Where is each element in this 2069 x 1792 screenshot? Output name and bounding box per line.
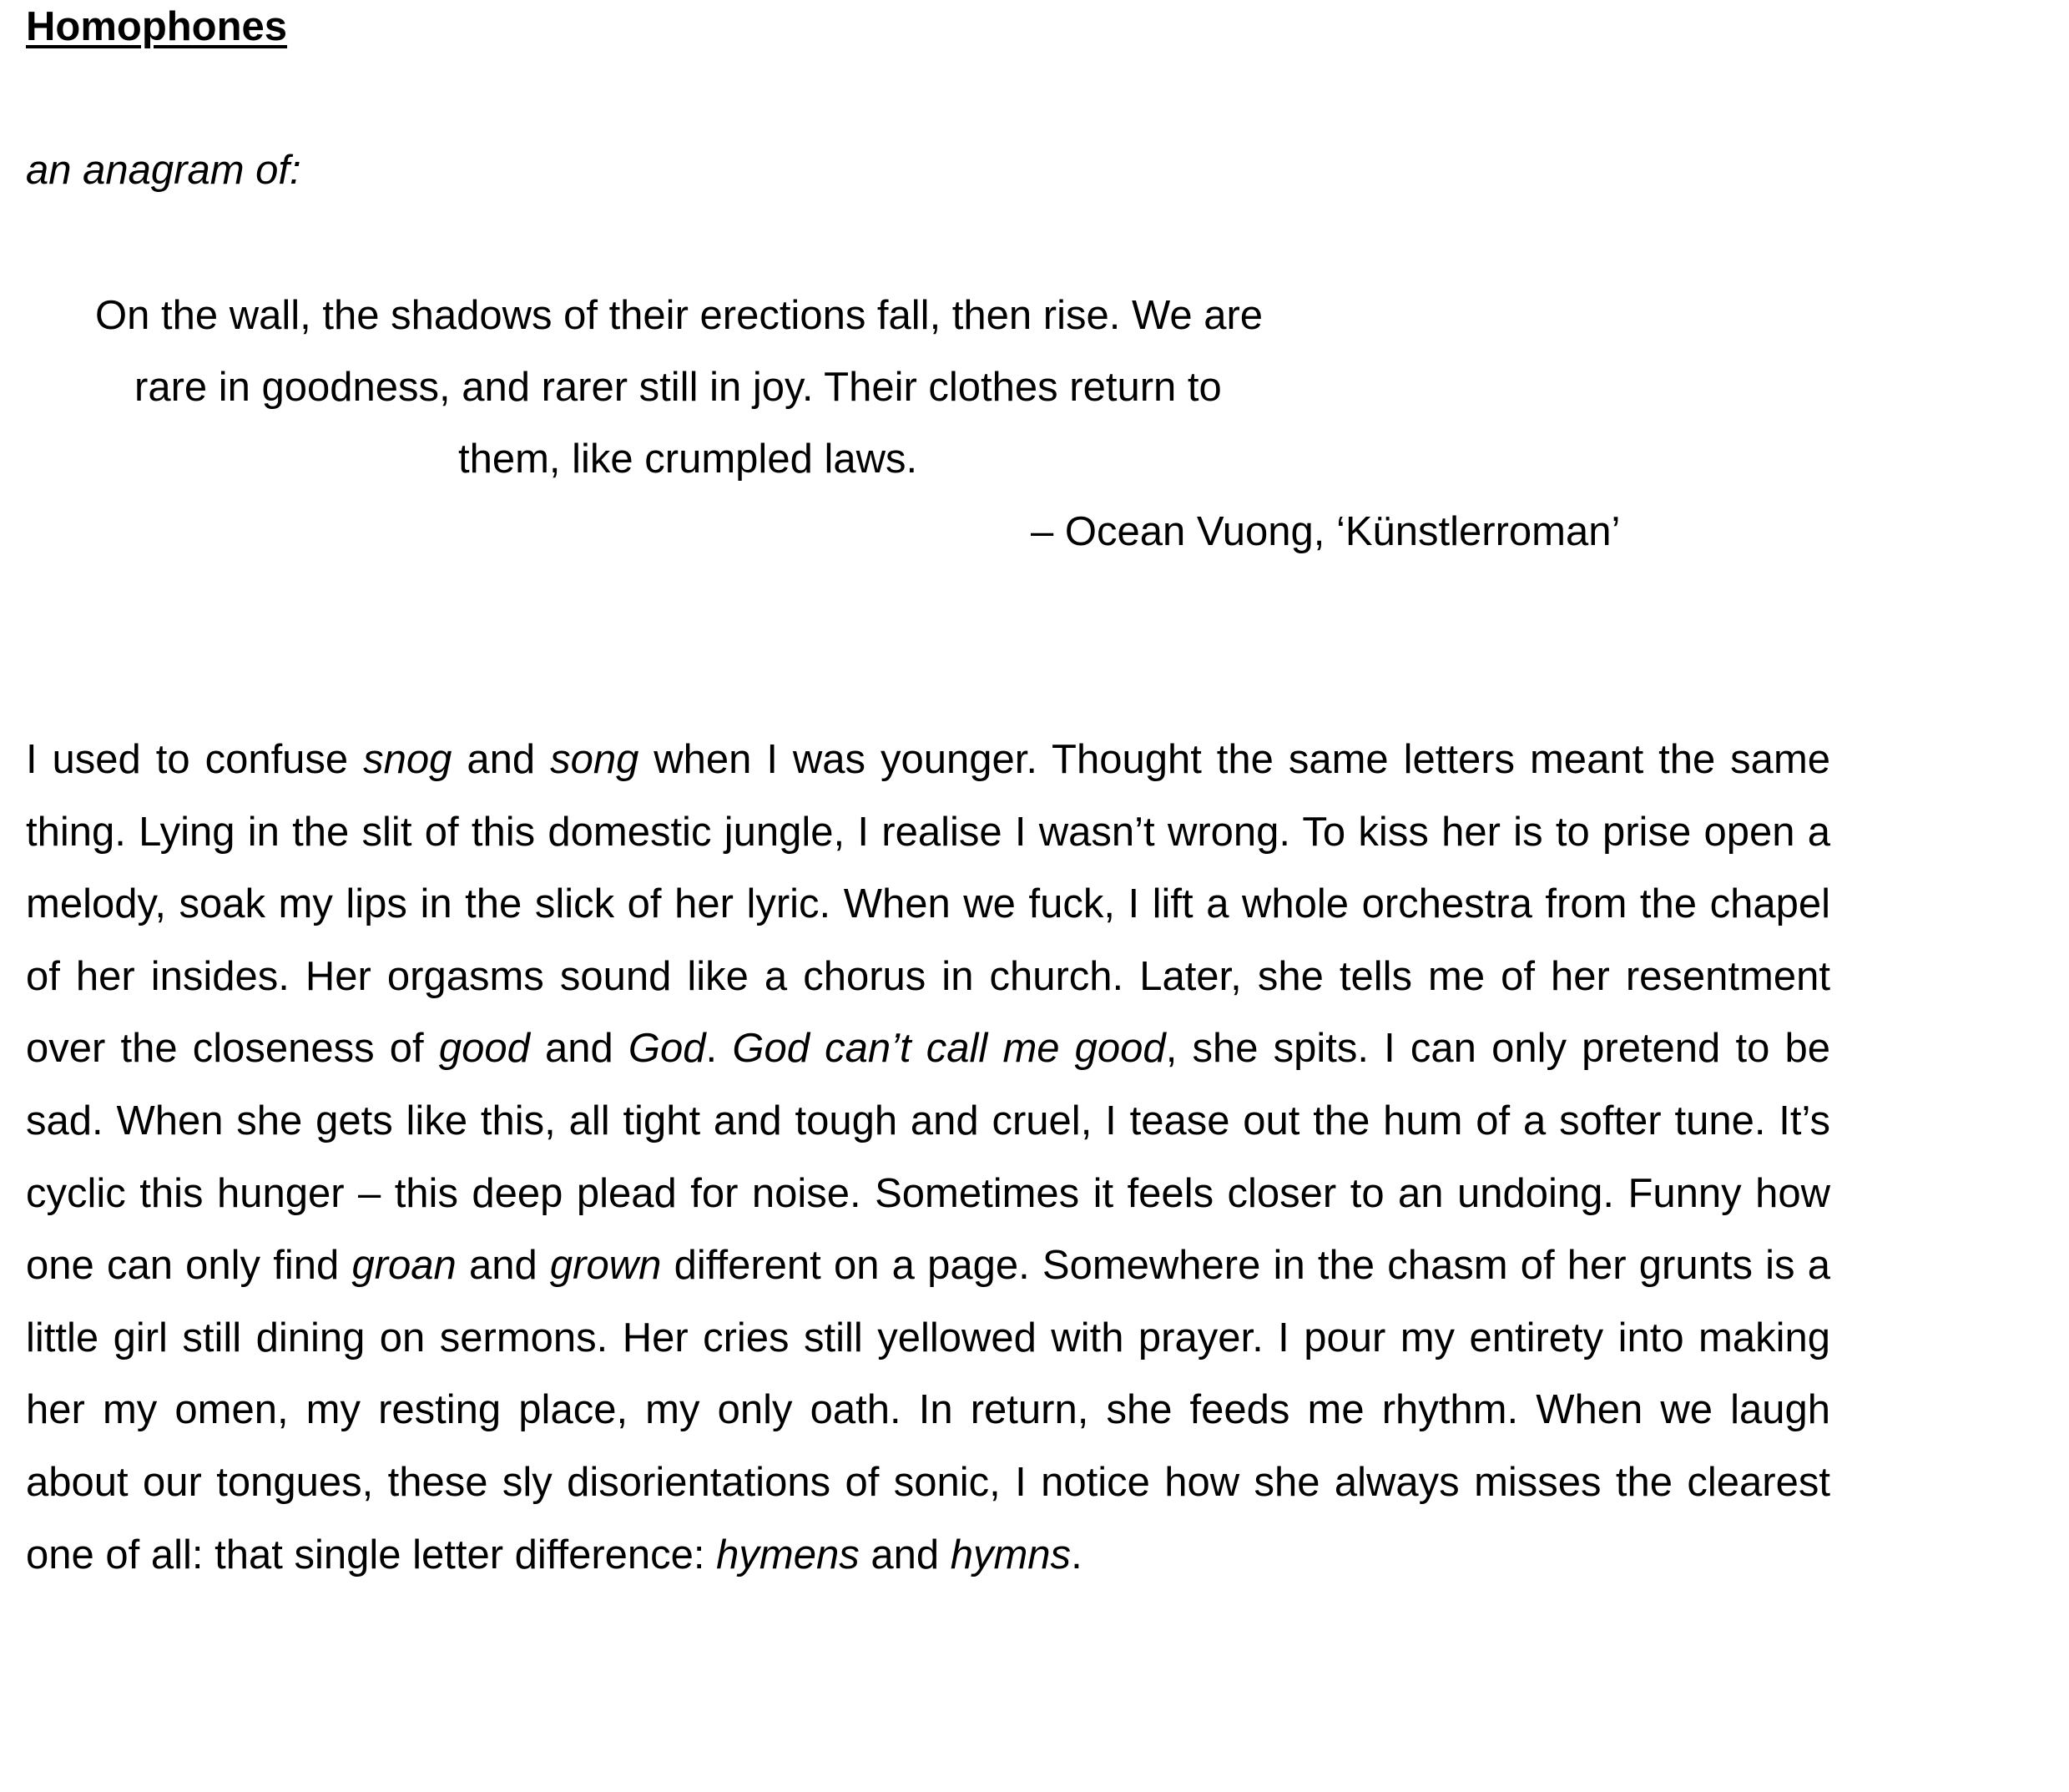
body-italic-word: song <box>550 737 639 782</box>
epigraph-line: rare in goodness, and rarer still in joy. Their clothes return to <box>134 365 1222 410</box>
body-italic-phrase: God can’t call me good <box>732 1026 1166 1072</box>
body-text-run: and <box>456 1243 550 1289</box>
body-italic-word: good <box>438 1026 530 1072</box>
poem-body <box>26 724 1830 1591</box>
body-italic-word: groan <box>351 1243 457 1289</box>
epigraph-attribution: – Ocean Vuong, ‘Künstlerroman’ <box>1031 509 1621 554</box>
poem-subtitle: an anagram of: <box>26 148 301 193</box>
body-italic-word: God <box>628 1026 706 1072</box>
body-italic-word: snog <box>363 737 452 782</box>
body-text-run: . <box>705 1026 733 1072</box>
epigraph-line: On the wall, the shadows of their erections fall, then rise. We are <box>95 293 1264 338</box>
body-text-run: different on a page. Somewhere in the chasm of her grunts is a little girl still dining on sermons. Her cries still yellowed with prayer. I pour my entirety into making her my omen, my resting place, my only oath. In return, she feeds me rhythm. When we laugh about our tongues, these sly disorientations of sonic, I notice how she always misses the clearest one of all: that single letter difference: <box>26 1243 1831 1577</box>
body-text-run: , she spits. I can only pretend to be sad. When she gets like this, all tight and tough and cruel, I tease out the hum of a softer tune. It’s cyclic this hunger – this deep plead for noise. Sometimes it feels closer to an undoing. Funny how one can only find <box>26 1026 1830 1289</box>
body-text-run: . <box>1071 1532 1082 1577</box>
body-italic-word: hymens <box>716 1532 860 1577</box>
body-italic-word: grown <box>549 1243 662 1289</box>
epigraph-line: them, like crumpled laws. <box>458 437 918 482</box>
poem-title: Homophones <box>26 4 288 49</box>
body-italic-word: hymns <box>950 1532 1072 1577</box>
body-text-run: when I was younger. Thought the same letters meant the same thing. Lying in the slit of this domestic jungle, I realise I wasn’t wrong. To kiss her is to prise open a melody, soak my lips in the slick of her lyric. When we fuck, I lift a whole orchestra from the chapel of her insides. Her orgasms sound like a chorus in church. Later, she tells me of her resentment over the closeness of <box>26 737 1831 1072</box>
body-text-run: and <box>529 1026 628 1072</box>
body-text-run: and <box>859 1532 951 1577</box>
body-text-run: and <box>452 737 551 782</box>
body-text-run: I used to confuse <box>26 737 364 782</box>
